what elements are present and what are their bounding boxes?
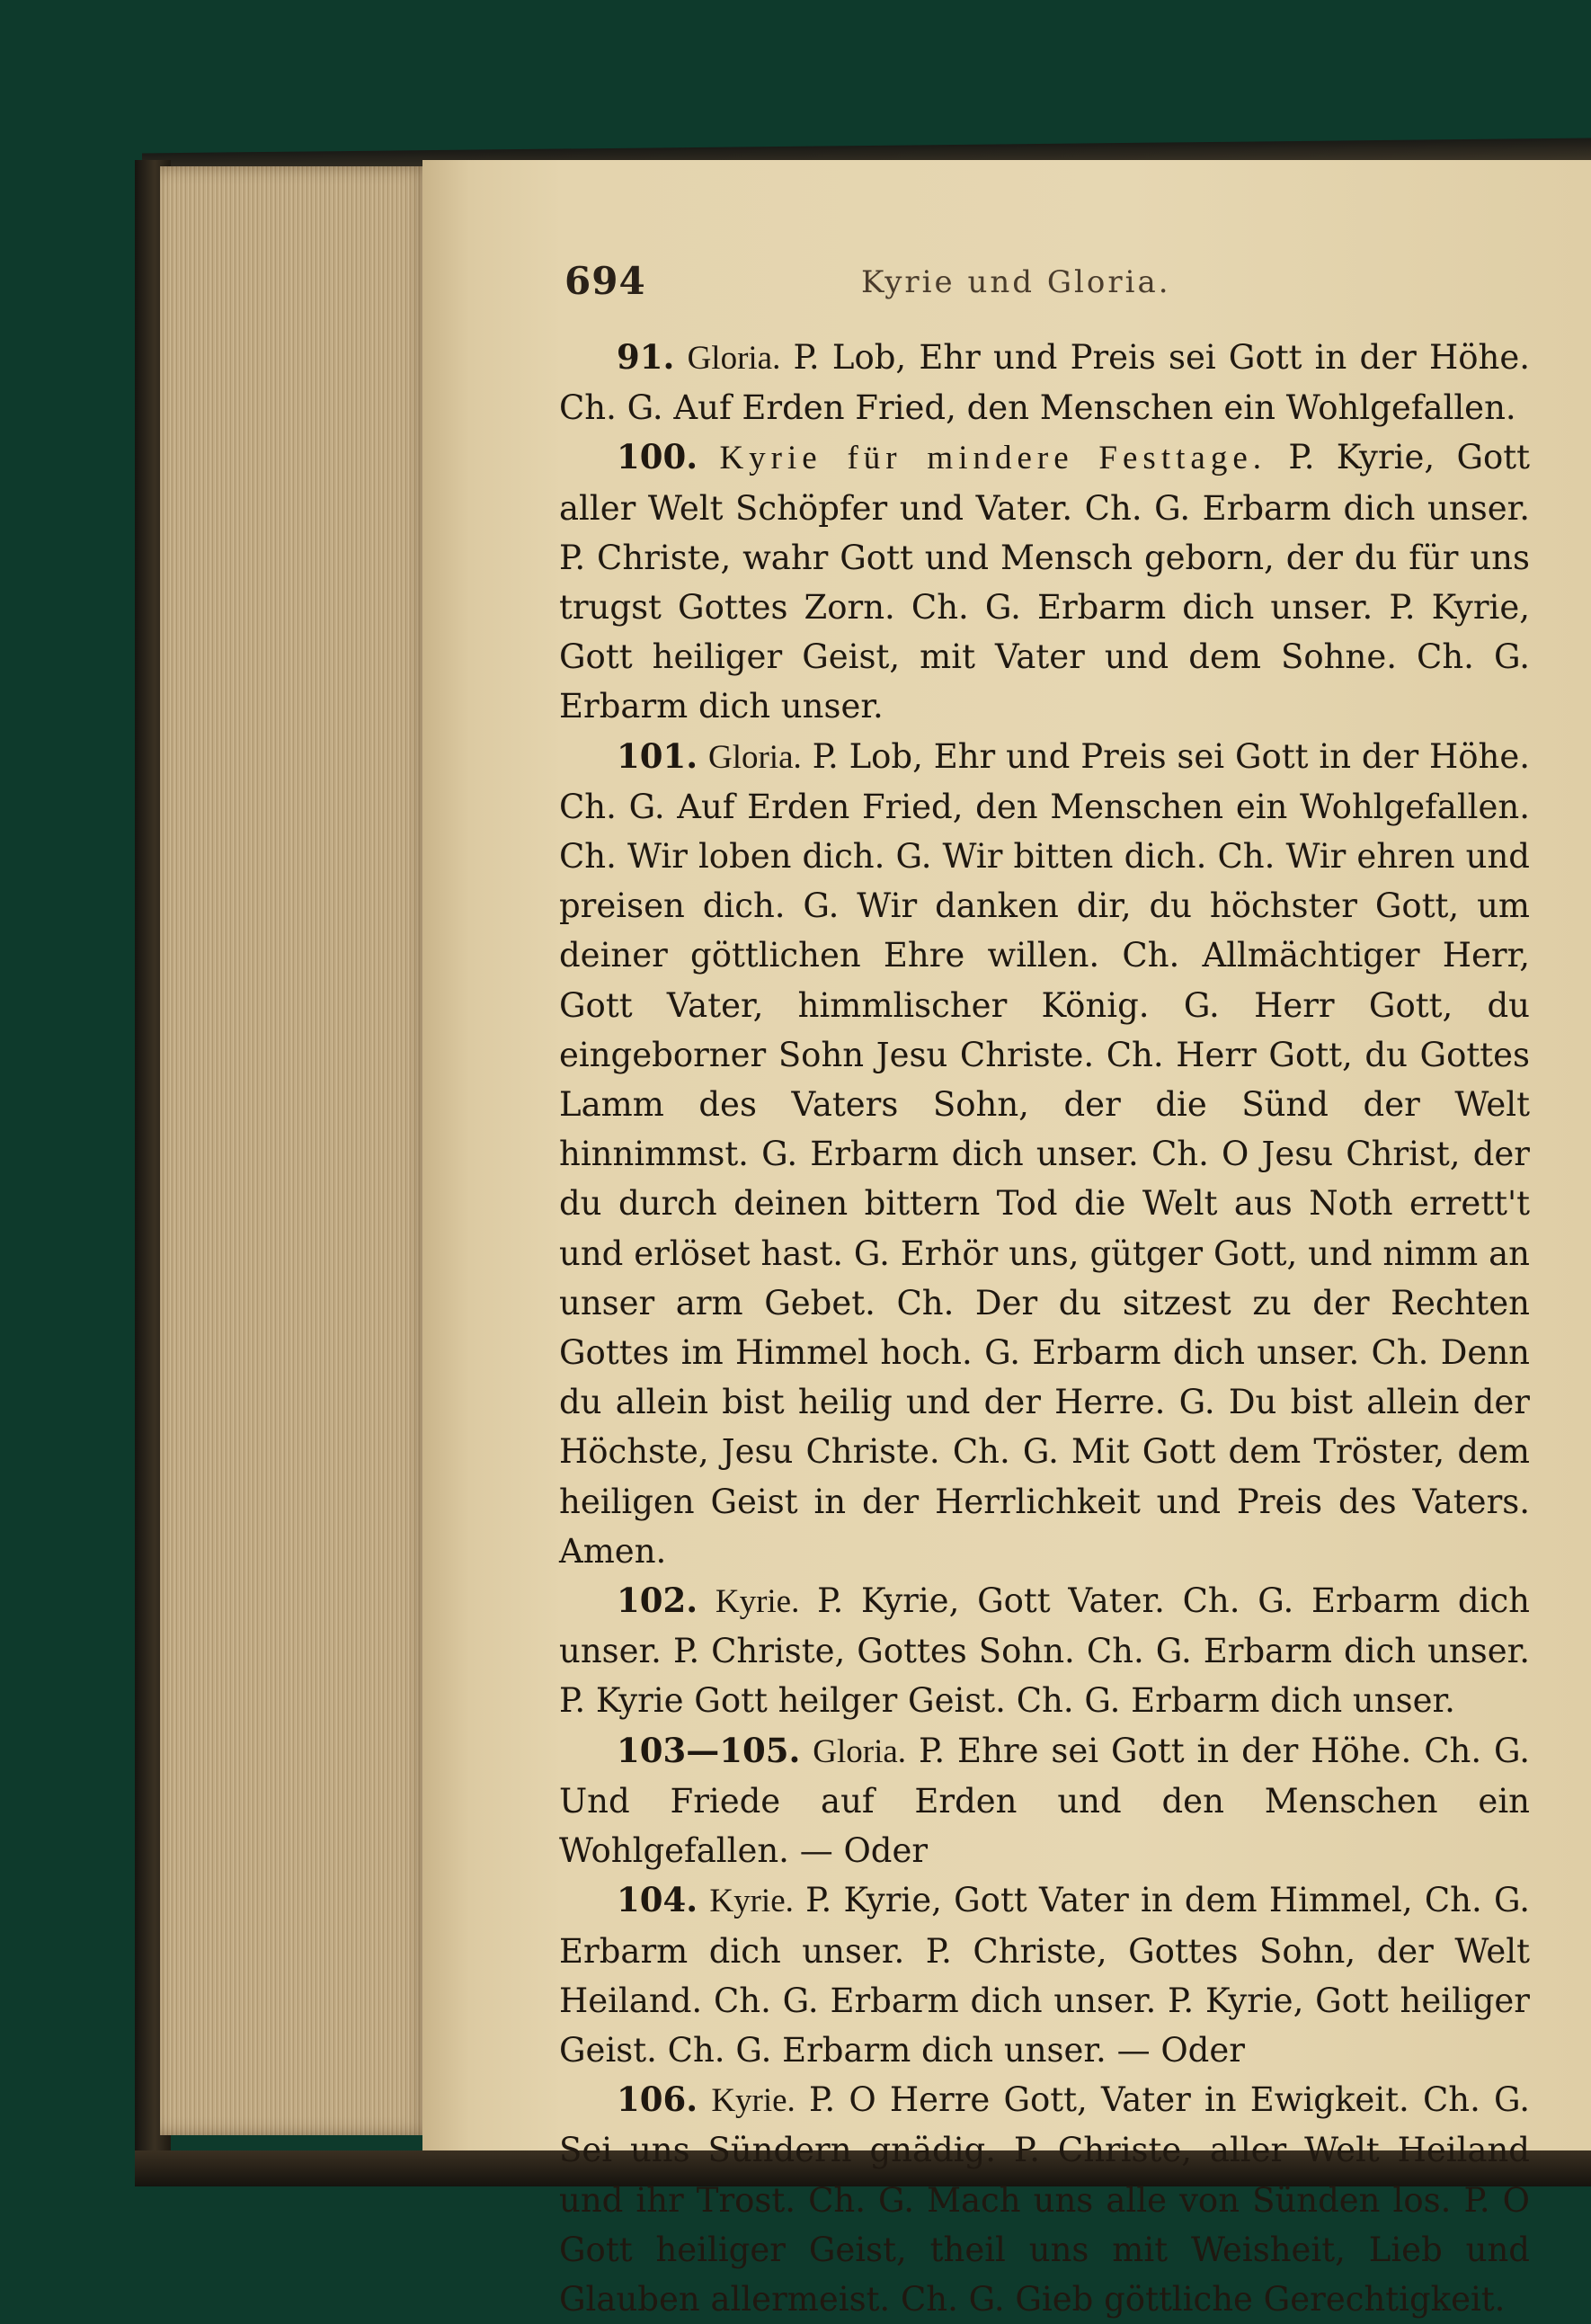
running-title: Kyrie und Gloria. <box>861 264 1171 300</box>
page-edges <box>160 166 430 2135</box>
page-header <box>564 259 1463 304</box>
entry-title: Kyrie. <box>709 1883 794 1920</box>
entry-100 <box>559 432 1530 731</box>
entry-number: 103—105. <box>617 1730 801 1770</box>
entry-number: 100. <box>617 437 698 477</box>
entry-text: P. Kyrie, Gott Vater in dem Himmel, Ch. G. Erbarm dich unser. P. Christe, Gottes Sohn, der Welt Heiland. Ch. G. Erbarm dich unser. P. Kyrie, Gott heiliger Geist. Ch. G. Erbarm dich unser. — Oder <box>559 1881 1530 2070</box>
entry-text: P. O Herre Gott, Vater in Ewigkeit. Ch. G. Sei uns Sündern gnädig. P. Christe, aller Welt Heiland und ihr Trost. Ch. G. Mach uns alle von Sünden los. P. O Gott heiliger Geist, theil uns mit Weisheit, Lieb und Glauben allermeist. Ch. G. Gieb göttliche Gerechtigkeit. <box>559 2080 1531 2319</box>
entry-title: Gloria. <box>813 1732 907 1770</box>
entry-title: Gloria. <box>687 340 781 377</box>
page-body <box>559 333 1530 2324</box>
entry-101 <box>559 732 1530 1576</box>
entry-title: Gloria. <box>707 738 802 776</box>
entry-title: Kyrie für mindere Festtage. <box>719 440 1267 477</box>
entry-text: P. Lob, Ehr und Preis sei Gott in der Höhe. Ch. G. Auf Erden Fried, den Menschen ein Wohlgefallen. Ch. Wir loben dich. G. Wir bitten dich. Ch. Wir ehren und preisen dich. G. Wir danken dir, du höchster Gott, um deiner göttlichen Ehre willen. Ch. Allmächtiger Herr, Gott Vater, himmlischer König. G. Herr Gott, du eingeborner Sohn Jesu Christe. Ch. Herr Gott, du Gottes Lamm des Vaters Sohn, der die Sünd der Welt hinnimmst. G. Erbarm dich unser. Ch. O Jesu Christ, der du durch deinen bittern Tod die Welt aus Noth errett't und erlöset hast. G. Erhör uns, gütger Gott, und nimm an unser arm Gebet. Ch. Der du sitzest zu der Rechten Gottes im Himmel hoch. G. Erbarm dich unser. Ch. Denn du allein bist heilig und der Herre. G. Du bist allein der Höchste, Jesu Christe. Ch. G. Mit Gott dem Tröster, dem heiligen Geist in der Herrlichkeit und Preis des Vaters. Amen. <box>559 736 1530 1571</box>
entry-102 <box>559 1576 1530 1726</box>
entry-104 <box>559 1875 1530 2075</box>
entry-text: P. Kyrie, Gott Vater. Ch. G. Erbarm dich unser. P. Christe, Gottes Sohn. Ch. G. Erbarm dich unser. P. Kyrie Gott heilger Geist. Ch. G. Erbarm dich unser. <box>559 1581 1530 1721</box>
entry-number: 104. <box>617 1880 698 1920</box>
entry-number: 106. <box>617 2079 698 2120</box>
entry-title: Kyrie. <box>711 2082 796 2120</box>
entry-text: P. Lob, Ehr und Preis sei Gott in der Höhe. Ch. G. Auf Erden Fried, den Menschen ein Wohlgefallen. <box>559 338 1530 428</box>
entry-number: 101. <box>617 735 698 776</box>
entry-title: Kyrie. <box>715 1583 800 1621</box>
entry-text: P. Kyrie, Gott aller Welt Schöpfer und Vater. Ch. G. Erbarm dich unser. P. Christe, wahr Gott und Mensch geborn, der du für uns trugst Gottes Zorn. Ch. G. Erbarm dich unser. P. Kyrie, Gott heiliger Geist, mit Vater und dem Sohne. Ch. G. Erbarm dich unser. <box>559 438 1531 726</box>
entry-91 <box>559 333 1530 432</box>
entry-103-105 <box>559 1726 1530 1876</box>
entry-text: P. Ehre sei Gott in der Höhe. Ch. G. Und Friede auf Erden und den Menschen ein Wohlgefallen. — Oder <box>559 1731 1531 1871</box>
entry-number: 102. <box>617 1580 698 1621</box>
entry-106 <box>559 2075 1530 2324</box>
entry-number: 91. <box>617 337 675 377</box>
page-number: 694 <box>564 259 646 303</box>
